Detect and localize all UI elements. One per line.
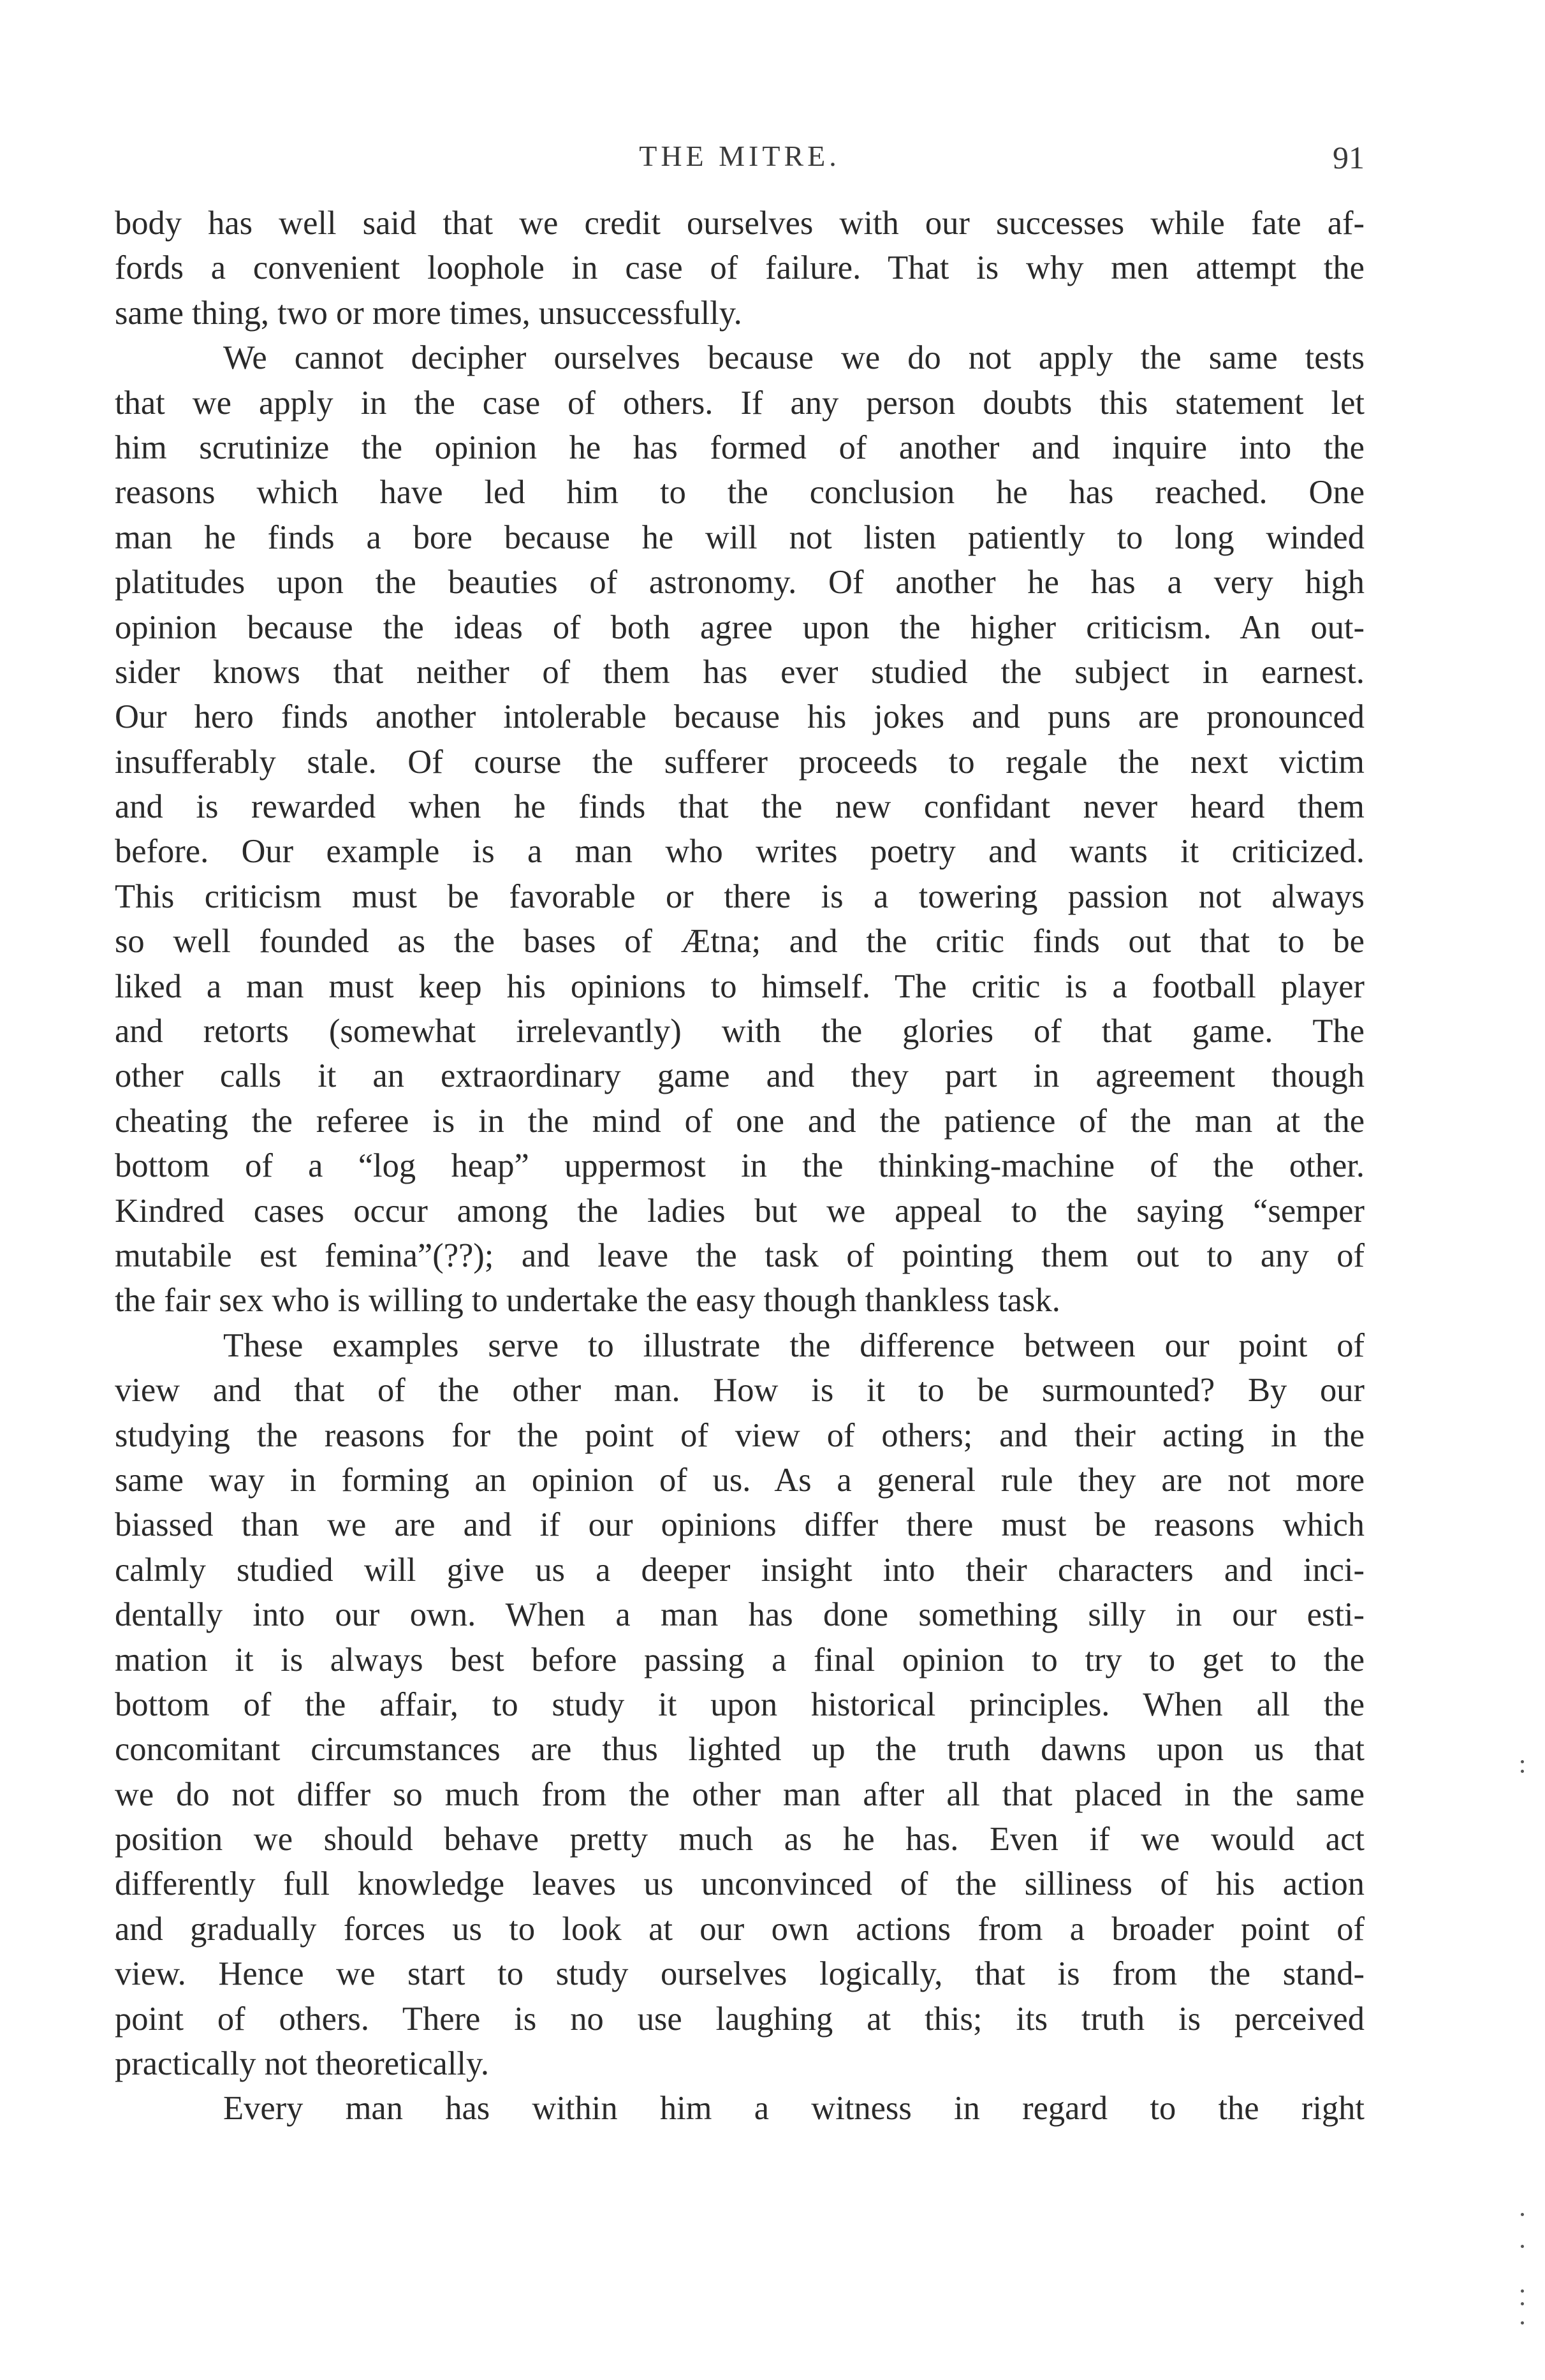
text-line: fords a convenient loophole in case of failure. That is why men attempt the xyxy=(115,249,1365,287)
text-line: and is rewarded when he finds that the new confidant never heard them xyxy=(115,788,1365,826)
text-line: bottom of the affair, to study it upon historical principles. When all the xyxy=(115,1686,1365,1723)
text-line: These examples serve to illustrate the difference between our point of xyxy=(223,1326,1365,1364)
text-line: same thing, two or more times, unsuccessfully. xyxy=(115,294,742,332)
text-line: position we should behave pretty much as he has. Even if we would act xyxy=(115,1821,1365,1858)
text-line: body has well said that we credit ourselves with our successes while fate af- xyxy=(115,205,1365,242)
text-line: him scrutinize the opinion he has formed of another and inquire into the xyxy=(115,429,1365,466)
text-line: insufferably stale. Of course the sufferer proceeds to regale the next victim xyxy=(115,743,1365,781)
text-line: We cannot decipher ourselves because we do not apply the same tests xyxy=(223,339,1365,377)
text-line: differently full knowledge leaves us unconvinced of the silliness of his action xyxy=(115,1865,1365,1903)
text-line: Kindred cases occur among the ladies but we appeal to the saying “semper xyxy=(115,1192,1365,1230)
text-line: bottom of a “log heap” uppermost in the thinking-machine of the other. xyxy=(115,1147,1365,1185)
text-line: dentally into our own. When a man has done something silly in our esti- xyxy=(115,1596,1365,1634)
text-line: same way in forming an opinion of us. As a general rule they are not more xyxy=(115,1461,1365,1499)
text-line: liked a man must keep his opinions to himself. The critic is a football player xyxy=(115,967,1365,1005)
text-line: point of others. There is no use laughing at this; its truth is perceived xyxy=(115,2000,1365,2038)
page-number: 91 xyxy=(1333,140,1365,175)
text-line: practically not theoretically. xyxy=(115,2045,489,2083)
text-line: so well founded as the bases of Ætna; and the critic finds out that to be xyxy=(115,923,1365,960)
text-line: before. Our example is a man who writes poetry and wants it criticized. xyxy=(115,833,1365,870)
text-line: Every man has within him a witness in regard to the right xyxy=(223,2090,1365,2127)
text-line: mutabile est femina”(??); and leave the task of pointing them out to any of xyxy=(115,1237,1365,1274)
text-line: we do not differ so much from the other man after all that placed in the same xyxy=(115,1775,1365,1813)
text-line: view and that of the other man. How is it to be surmounted? By our xyxy=(115,1372,1365,1409)
text-line: calmly studied will give us a deeper insight into their characters and inci- xyxy=(115,1551,1365,1589)
text-line: concomitant circumstances are thus lighted up the truth dawns upon us that xyxy=(115,1731,1365,1768)
text-line: cheating the referee is in the mind of one and the patience of the man at the xyxy=(115,1102,1365,1140)
text-line: This criticism must be favorable or there is a towering passion not always xyxy=(115,878,1365,915)
text-line: platitudes upon the beauties of astronomy. Of another he has a very high xyxy=(115,564,1365,601)
text-line: other calls it an extraordinary game and they part in agreement though xyxy=(115,1057,1365,1095)
text-line: studying the reasons for the point of view of others; and their acting in the xyxy=(115,1416,1365,1454)
text-line: biassed than we are and if our opinions differ there must be reasons which xyxy=(115,1506,1365,1544)
running-head: THE MITRE. xyxy=(639,140,840,172)
text-line: opinion because the ideas of both agree upon the higher criticism. An out- xyxy=(115,608,1365,646)
text-line: reasons which have led him to the conclusion he has reached. One xyxy=(115,474,1365,511)
text-line: sider knows that neither of them has ever studied the subject in earnest. xyxy=(115,653,1365,691)
text-line: the fair sex who is willing to undertake the easy though thankless task. xyxy=(115,1282,1060,1319)
body-text xyxy=(115,201,1365,2131)
text-line: view. Hence we start to study ourselves logically, that is from the stand- xyxy=(115,1955,1365,1993)
text-line: man he finds a bore because he will not listen patiently to long winded xyxy=(115,518,1365,556)
text-line: and gradually forces us to look at our own actions from a broader point of xyxy=(115,1910,1365,1948)
page-header xyxy=(115,139,1365,190)
text-line: Our hero finds another intolerable because his jokes and puns are pronounced xyxy=(115,698,1365,736)
text-line: mation it is always best before passing a final opinion to try to get to the xyxy=(115,1641,1365,1678)
text-line: that we apply in the case of others. If any person doubts this statement let xyxy=(115,384,1365,422)
text-line: and retorts (somewhat irrelevantly) with the glories of that game. The xyxy=(115,1013,1365,1050)
